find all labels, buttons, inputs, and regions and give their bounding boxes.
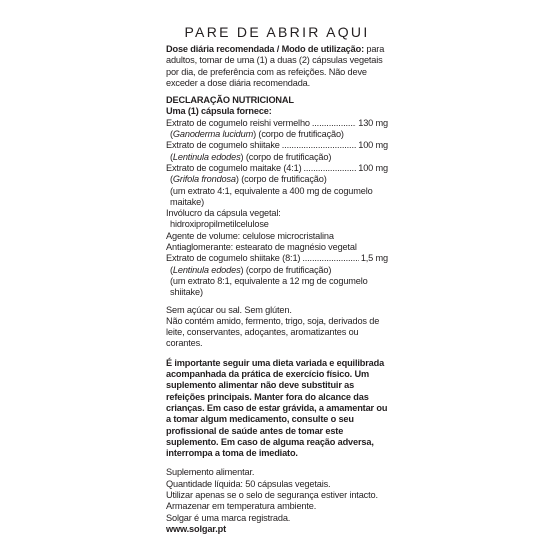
nutrient-detail: (Lentinula edodes) (corpo de frutificação) <box>170 264 332 275</box>
warning-paragraph: É importante seguir uma dieta variada e equilibrada acompanhada da prática de exercício físico. Um suplemento alimentar não deve substituir as refeições principais. Manter fora do alcance das crianças. Em caso de estar grávida, a amamentar ou a tomar algum medicamento, consulte o seu profissional de saúde antes de tomar este suplemento. Em caso de alguma reação adversa, interrompa a toma de imediato. <box>166 357 388 459</box>
serving-size: Uma (1) cápsula fornece: <box>166 106 272 117</box>
nutrient-row: Extrato de cogumelo reishi vermelho ..... 130 mg <box>166 118 388 129</box>
nutrient-row: Extrato de cogumelo maitake (4:1) ..... 100 mg <box>166 163 388 174</box>
nutrient-row: Extrato de cogumelo shiitake (8:1) ..... 1,5 mg <box>166 253 388 264</box>
footer-trademark: Solgar é uma marca registrada. <box>166 512 291 523</box>
nutrition-title: DECLARAÇÃO NUTRICIONAL <box>166 95 294 106</box>
anticaking-agent: Antiaglomerante: estearato de magnésio vegetal <box>166 242 357 253</box>
footer-storage: Armazenar em temperatura ambiente. <box>166 501 317 512</box>
nutrient-row: Extrato de cogumelo shiitake ..... 100 mg <box>166 140 388 151</box>
dosage-label: Dose diária recomendada / Modo de utilização: <box>166 44 364 54</box>
nutrient-note: (um extrato 8:1, equivalente a 12 mg de cogumelo shiitake) <box>170 275 368 298</box>
nutrient-detail: (Grifola frondosa) (corpo de frutificação) <box>170 174 327 185</box>
label-heading: PARE DE ABRIR AQUI <box>184 24 370 40</box>
footer-quantity: Quantidade líquida: 50 cápsulas vegetais. <box>166 478 331 489</box>
nutrient-detail: (Lentinula edodes) (corpo de frutificação) <box>170 151 332 162</box>
footer-seal: Utilizar apenas se o selo de segurança estiver intacto. <box>166 489 378 500</box>
label-body <box>166 44 388 535</box>
capsule-value: hidroxipropilmetilcelulose <box>170 219 269 230</box>
dosage-paragraph <box>166 44 388 89</box>
nutrient-detail: (Ganoderma lucidum) (corpo de frutificação) <box>170 129 344 140</box>
footer-type: Suplemento alimentar. <box>166 467 255 478</box>
dosage-text: para adultos, tomar de uma (1) a duas (2) cápsulas vegetais por dia, de preferência com as refeições. Não deve exceder a dose diária recomendada. <box>166 44 385 88</box>
free-from-text: Não contém amido, fermento, trigo, soja, derivados de leite, conservantes, adoçantes, aromatizantes ou corantes. <box>166 315 380 349</box>
nutrient-note: (um extrato 4:1, equivalente a 400 mg de cogumelo maitake) <box>170 185 373 207</box>
free-from-line: Sem açúcar ou sal. Sem glúten. <box>166 304 292 315</box>
capsule-label: Invólucro da cápsula vegetal: <box>166 208 281 219</box>
website-link: www.solgar.pt <box>166 523 226 534</box>
bulking-agent: Agente de volume: celulose microcristalina <box>166 230 334 241</box>
